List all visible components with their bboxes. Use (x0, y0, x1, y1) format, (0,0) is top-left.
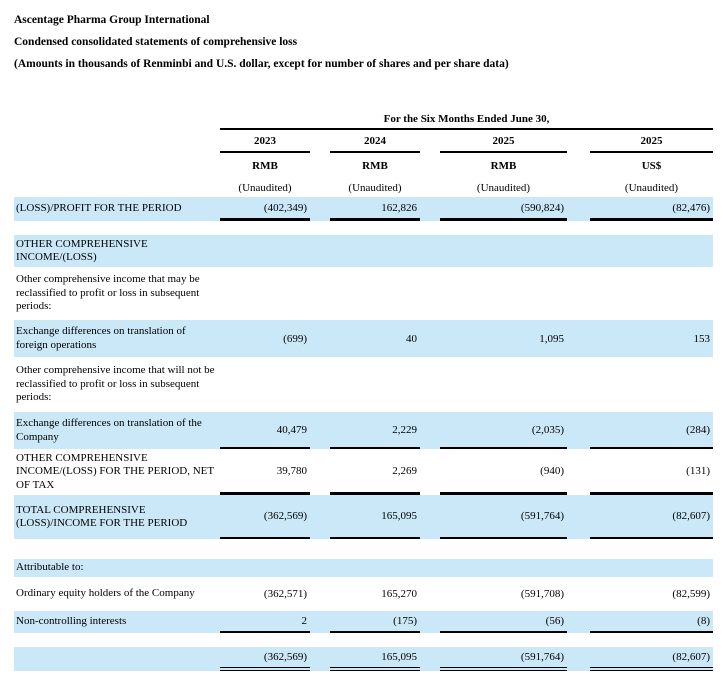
value-2025-rmb: (2,035) (440, 412, 567, 449)
col-currency: US$ (641, 160, 662, 172)
value-2025-usd: (82,607) (590, 495, 713, 539)
value-2025-usd: (82,476) (590, 197, 713, 221)
value-2024-rmb: 40 (406, 332, 417, 345)
value-2025-rmb: (940) (440, 449, 567, 495)
value-2025-rmb: (591,764) (440, 495, 567, 539)
col-audit-status: (Unaudited) (624, 182, 679, 194)
comprehensive-loss-table (14, 109, 713, 671)
table-row-loss-profit (14, 197, 713, 221)
value-2025-usd: 153 (693, 332, 710, 345)
value-2024-rmb: 162,826 (330, 197, 420, 221)
table-row-exchange-company (14, 412, 713, 449)
value-2025-rmb: (56) (440, 611, 567, 633)
table-header-row-currency (14, 153, 713, 179)
row-label: Exchange differences on translation of foreign operations (16, 325, 186, 351)
col-audit-status: (Unaudited) (476, 182, 531, 194)
table-header-row-period (14, 109, 713, 130)
table-row-may-reclassified (14, 267, 713, 320)
value-2024-rmb: 2,229 (330, 412, 420, 449)
amounts-note: (Amounts in thousands of Renminbi and U.S. dollar, except for number of shares and per share data) (14, 58, 509, 70)
col-audit-status: (Unaudited) (238, 182, 292, 194)
row-label: Attributable to: (16, 561, 84, 574)
table-row-will-not-reclassified (14, 357, 713, 412)
row-label: TOTAL COMPREHENSIVE (LOSS)/INCOME FOR THE PERIOD (16, 503, 188, 529)
company-name: Ascentage Pharma Group International (14, 14, 210, 26)
value-2024-rmb: 165,270 (381, 588, 417, 600)
value-2023-rmb: 2 (220, 611, 310, 633)
row-label (14, 647, 218, 671)
table-row-ordinary-equity-holders (14, 577, 713, 611)
row-label: Non-controlling interests (16, 615, 127, 628)
row-label: OTHER COMPREHENSIVE INCOME/(LOSS) (16, 237, 148, 263)
spacer-row (14, 539, 713, 559)
table-row-non-controlling-interests (14, 611, 713, 633)
value-2023-rmb: (362,571) (263, 588, 307, 600)
table-row-total-comprehensive (14, 495, 713, 539)
col-year: 2023 (220, 130, 310, 153)
col-year: 2025 (440, 130, 567, 153)
value-2025-rmb: (590,824) (440, 197, 567, 221)
row-label: (LOSS)/PROFIT FOR THE PERIOD (16, 202, 182, 215)
value-2025-usd: (8) (590, 611, 713, 633)
col-currency: RMB (490, 160, 517, 172)
statement-title: Condensed consolidated statements of comprehensive loss (14, 36, 298, 48)
value-2025-usd: (284) (590, 412, 713, 449)
table-row-exchange-foreign-operations (14, 320, 713, 357)
value-2023-rmb: 39,780 (220, 449, 310, 495)
row-label: Other comprehensive income that will not be reclassified to profit or loss in subsequent periods: (16, 364, 215, 404)
table-row-attributable-to (14, 559, 713, 577)
value-2025-usd: (131) (590, 449, 713, 495)
value-2024-rmb: 165,095 (330, 495, 420, 539)
row-label: Exchange differences on translation of the Company (16, 417, 202, 443)
value-2024-rmb: 2,269 (330, 449, 420, 495)
value-2025-rmb: (591,708) (520, 588, 564, 600)
document-header (0, 0, 723, 71)
value-2024-rmb: 165,095 (330, 647, 420, 671)
table-row-grand-total (14, 647, 713, 671)
value-2025-rmb: (591,764) (440, 647, 567, 671)
col-year: 2025 (590, 130, 713, 153)
table-row-oci-section (14, 235, 713, 267)
table-header-row-audit (14, 179, 713, 197)
value-2024-rmb: (175) (330, 611, 420, 633)
spacer-row (14, 633, 713, 647)
value-2023-rmb: (402,349) (220, 197, 310, 221)
value-2025-usd: (82,599) (672, 588, 710, 600)
row-label: Ordinary equity holders of the Company (16, 587, 195, 600)
col-currency: RMB (362, 160, 388, 172)
value-2025-rmb: 1,095 (539, 332, 564, 345)
row-label: OTHER COMPREHENSIVE INCOME/(LOSS) FOR THE PERIOD, NET OF TAX (16, 451, 214, 491)
value-2023-rmb: 40,479 (220, 412, 310, 449)
col-audit-status: (Unaudited) (348, 182, 402, 194)
value-2023-rmb: (362,569) (220, 647, 310, 671)
table-row-oci-net-of-tax (14, 449, 713, 495)
header-spacer (14, 109, 218, 130)
col-currency: RMB (252, 160, 278, 172)
value-2023-rmb: (699) (283, 332, 307, 345)
row-label: Other comprehensive income that may be reclassified to profit or loss in subsequent periods: (16, 273, 200, 313)
table-header-row-years (14, 130, 713, 153)
spacer-row (14, 221, 713, 235)
period-header: For the Six Months Ended June 30, (220, 109, 713, 130)
col-year: 2024 (330, 130, 420, 153)
value-2025-usd: (82,607) (590, 647, 713, 671)
value-2023-rmb: (362,569) (220, 495, 310, 539)
